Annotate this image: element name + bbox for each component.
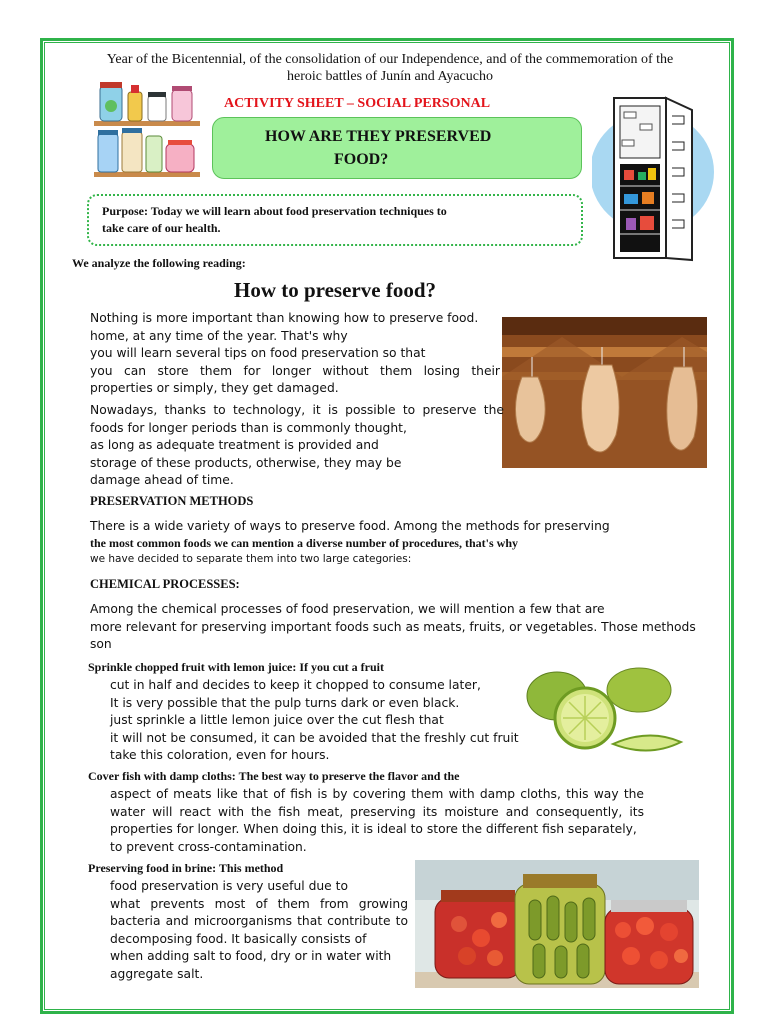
fish-line: aspect of meats like that of fish is by covering them with damp cloths, this way the <box>110 787 644 801</box>
brine-bullet-head <box>88 861 283 876</box>
hanging-ham-photo <box>502 317 707 468</box>
intro-p1-line: properties or simply, they get damaged. <box>90 381 339 395</box>
fish-line: to prevent cross-contamination. <box>110 839 307 854</box>
fish-body <box>110 786 644 856</box>
intro-p1-line: Nothing is more important than knowing how to preserve food. <box>90 311 479 325</box>
title-line-1: HOW ARE THEY PRESERVED <box>265 128 492 145</box>
methods-line-1: There is a wide variety of ways to preserve food. Among the methods for preserving <box>90 519 610 533</box>
chemical-heading: CHEMICAL PROCESSES: <box>90 577 240 591</box>
chemical-line-2: more relevant for preserving important foods such as meats, fruits, or vegetables. Those methods <box>90 620 696 634</box>
brine-line: what prevents most of them from growing <box>110 896 408 911</box>
intro-p1-line: you can store them for longer without them losing their <box>90 363 500 378</box>
intro-p2-line: storage of these products, otherwise, they may be <box>90 455 402 470</box>
brine-line: bacteria and microorganisms that contribute to <box>110 914 408 928</box>
title-line-2: FOOD? <box>334 151 389 168</box>
lemon-line: cut in half and decides to keep it chopped to consume later, <box>110 678 481 692</box>
intro-p2-line: Nowadays, thanks to technology, it is possible to preserve the <box>90 403 504 417</box>
intro-p1-line: home, at any time of the year. That's why <box>90 328 348 343</box>
fish-bullet-head <box>88 769 459 784</box>
brine-line: decomposing food. It basically consists of <box>110 931 367 946</box>
limes-photo <box>519 658 701 761</box>
lemon-line: take this coloration, even for hours. <box>110 748 330 762</box>
intro-p2-line: damage ahead of time. <box>90 473 234 487</box>
header-line-1: Year of the Bicentennial, of the consolidation of our Independence, and of the commemoration of the <box>106 52 674 67</box>
lemon-bullet-head <box>88 660 384 675</box>
methods-line-2: the most common foods we can mention a diverse number of procedures, that's why <box>90 536 518 550</box>
fish-line: properties for longer. When doing this, it is ideal to store the different fish separately, <box>110 822 637 836</box>
fish-head-text: Cover fish with damp cloths: The best way to preserve the flavor and the <box>88 769 460 783</box>
brine-head-text: Preserving food in brine: This method <box>88 861 284 875</box>
purpose-line-2: take care of our health. <box>102 221 221 235</box>
lemon-line: It is very possible that the pulp turns dark or even black. <box>110 695 460 710</box>
lemon-body <box>110 677 519 765</box>
activity-sheet-label: ACTIVITY SHEET – SOCIAL PERSONAL <box>224 96 491 111</box>
intro-p1-line: you will learn several tips on food preservation so that <box>90 346 426 360</box>
intro-p2-line: as long as adequate treatment is provided and <box>90 438 379 452</box>
brine-body <box>110 878 408 983</box>
chemical-line-3: son <box>90 637 112 651</box>
brine-line: food preservation is very useful due to <box>110 879 348 893</box>
intro-paragraph-2 <box>90 402 504 490</box>
refrigerator-illustration <box>592 94 722 264</box>
lemon-line: it will not be consumed, it can be avoided that the freshly cut fruit <box>110 730 519 745</box>
methods-line-3: we have decided to separate them into two large categories: <box>90 553 412 565</box>
methods-heading: PRESERVATION METHODS <box>90 494 254 508</box>
purpose-line-1: Purpose: Today we will learn about food preservation techniques to <box>102 204 447 218</box>
intro-paragraph-1 <box>90 310 500 398</box>
intro-p2-line: foods for longer periods than is commonly thought, <box>90 420 407 435</box>
analyze-intro: We analyze the following reading: <box>72 256 246 270</box>
brine-line: aggregate salt. <box>110 966 204 981</box>
jars-shelf-illustration <box>94 80 200 180</box>
lemon-line: just sprinkle a little lemon juice over the cut flesh that <box>110 713 444 727</box>
fish-line: water will react with the fish meat, preserving its moisture and consequently, its <box>110 804 644 819</box>
main-heading: How to preserve food? <box>234 278 436 302</box>
lemon-head-text: Sprinkle chopped fruit with lemon juice: If you cut a fruit <box>88 660 385 674</box>
chemical-line-1: Among the chemical processes of food preservation, we will mention a few that are <box>90 602 605 616</box>
header-line-2: heroic battles of Junín and Ayacucho <box>287 69 493 84</box>
brine-line: when adding salt to food, dry or in water with <box>110 949 392 963</box>
pickle-jars-photo <box>415 860 699 988</box>
